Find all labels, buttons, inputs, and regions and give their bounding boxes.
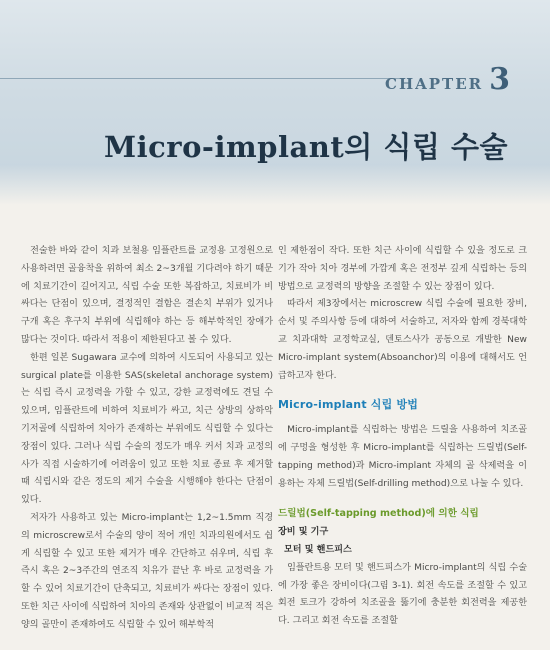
chapter-title: Micro-implant의 식립 수술: [104, 130, 508, 164]
item-heading: 모터 및 핸드피스: [284, 544, 352, 555]
body-paragraph: Micro-implant를 식립하는 방법은 드릴을 사용하여 치조골에 구멍을 형성한 후 Micro-implant를 식립하는 드릴법(Self-tapping method)과 Micro-implant 자체의 골 삭제력을 이용하는 자체 드릴법(Self-drilling method)으로 나눌 수 있다.: [278, 425, 527, 489]
section-heading: Micro-implant 식립 방법: [278, 398, 419, 412]
chapter-header-band: [0, 0, 550, 205]
chapter-label-text: CHAPTER: [385, 75, 484, 93]
body-paragraph: 따라서 제3장에서는 microscrew 식립 수술에 필요한 장비, 순서 및 주의사항 등에 대하여 서술하고, 저자와 함께 경북대학교 치과대학 교정학교실, 덴토스사가 공동으로 개발한 New Micro-implant system(Absoanchor)의 이용에 대해서도 언급하고자 한다.: [278, 299, 527, 381]
body-paragraph: 전술한 바와 같이 치과 보철용 임플란트를 교정용 고정원으로 사용하려면 골융착을 위하여 최소 2~3개월 기다려야 하기 때문에 치료기간이 길어지고, 식립 수술 또한 복잡하고, 치료비가 비싸다는 단점이 있으며, 결정적인 결함은 결손치 부위가 있거나 구개 혹은 후구치 부위에 식립해야 하는 등 해부학적인 장애가 많다는 것이다. 따라서 적용이 제한된다고 볼 수 있다.: [21, 246, 273, 345]
body-paragraph: 임플란트용 모터 및 핸드피스가 Micro-implant의 식립 수술에 가장 좋은 장비이다(그림 3-1). 회전 속도를 조절할 수 있고 회전 토크가 강하여 치조골을 뚫기에 충분한 회전력을 제공한다. 그리고 회전 속도를 조절할: [278, 562, 527, 627]
body-paragraph: 한편 일본 Sugawara 교수에 의하여 시도되어 사용되고 있는 surgical plate를 이용한 SAS(skeletal anchorage system)는 식립 즉시 교정력을 가할 수 있고, 강한 교정력에도 견딜 수 있으며, 임플란트에 비하여 치료비가 싸고, 치근 상방의 상하악 기저골에 식립하여 치아가 존재하는 부위에도 식립할 수 있다는 장점이 있다. 그러나 식립 수술의 정도가 매우 커서 치과 교정의사가 직접 시술하기에 어려움이 있고 또한 치료 종료 후 제거할 때 식립시와 같은 정도의 제거 수술을 시행해야 한다는 단점이 있다.: [21, 352, 273, 506]
right-text-column: [278, 243, 527, 631]
chapter-rule-line: [0, 78, 405, 79]
subsection-heading: 드릴법(Self-tapping method)에 의한 식립: [278, 508, 479, 520]
chapter-label: [385, 62, 512, 97]
subsub-heading: 장비 및 기구: [278, 527, 329, 538]
body-paragraph-continued: 인 제한점이 작다. 또한 치근 사이에 식립할 수 있을 정도로 크기가 작아 치아 경부에 가깝게 혹은 전정부 깊게 식립하는 등의 방법으로 교정력의 방향을 조절할 수 있는 장점이 있다.: [278, 246, 527, 292]
body-paragraph: 저자가 사용하고 있는 Micro-implant는 1,2~1.5mm 직경의 microscrew로서 수술의 양이 적어 개인 치과의원에서도 쉽게 식립할 수 있고 또한 제거가 매우 간단하고 쉬우며, 식립 후 즉시 혹은 2~3주간의 연조직 치유가 끝난 후 바로 교정력을 가할 수 있어 치료기간이 단축되고, 치료비가 싸다는 장점이 있다. 또한 치근 사이에 식립하여 치아의 존재와 상관없이 비교적 적은 양의 골만이 존재하여도 식립할 수 있어 해부학적: [21, 512, 273, 630]
chapter-number: 3: [489, 62, 512, 97]
left-text-column: [21, 243, 273, 635]
